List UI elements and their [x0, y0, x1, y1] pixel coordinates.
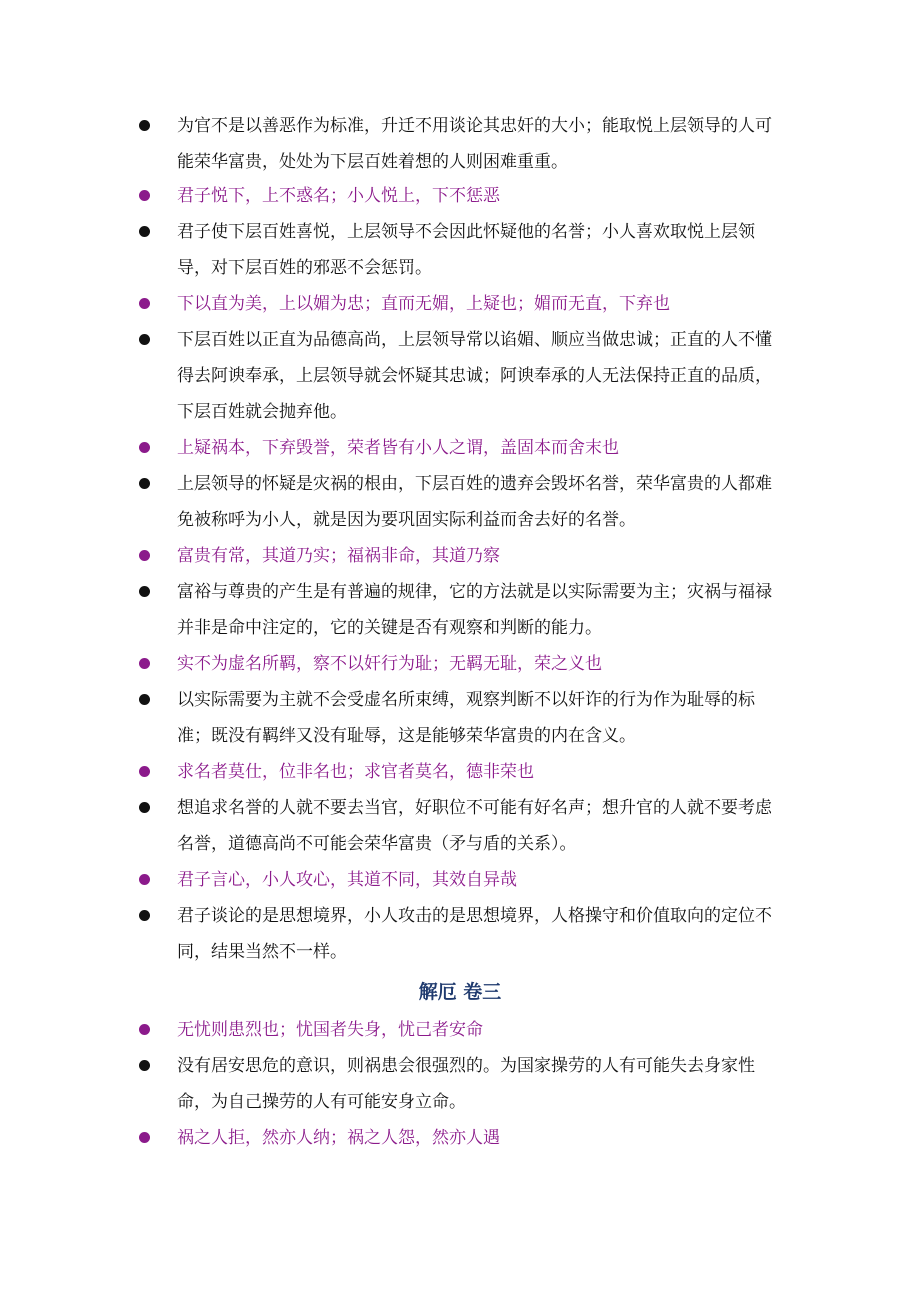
- explanation-text: 以实际需要为主就不会受虚名所束缚，观察判断不以奸诈的行为作为耻辱的标准；既没有羁绊又没有耻辱，这是能够荣华富贵的内在含义。: [177, 690, 755, 746]
- quote-text: 富贵有常，其道乃实；福祸非命，其道乃察: [177, 546, 500, 566]
- bullet-icon: [139, 442, 150, 453]
- bullet-icon: [139, 1060, 150, 1071]
- bullet-icon: [139, 120, 150, 131]
- explanation-text: 为官不是以善恶作为标准，升迁不用谈论其忠奸的大小；能取悦上层领导的人可能荣华富贵，处处为下层百姓着想的人则困难重重。: [177, 116, 772, 172]
- quote-text: 君子悦下，上不惑名；小人悦上，下不惩恶: [177, 186, 500, 206]
- quote-text: 求名者莫仕，位非名也；求官者莫名，德非荣也: [177, 762, 534, 782]
- explanation-text: 富裕与尊贵的产生是有普遍的规律，它的方法就是以实际需要为主；灾祸与福禄并非是命中注定的，它的关键是否有观察和判断的能力。: [177, 582, 772, 638]
- bullet-icon: [139, 1024, 150, 1035]
- quote-text: 下以直为美，上以媚为忠；直而无媚，上疑也；媚而无直，下弃也: [177, 294, 670, 314]
- section-heading: 解厄 卷三: [418, 981, 502, 1003]
- explanation-text: 君子使下层百姓喜悦，上层领导不会因此怀疑他的名誉；小人喜欢取悦上层领导，对下层百姓的邪恶不会惩罚。: [177, 222, 755, 278]
- bullet-icon: [139, 658, 150, 669]
- bullet-icon: [139, 1132, 150, 1143]
- quote-text: 实不为虚名所羁，察不以奸行为耻；无羁无耻，荣之义也: [177, 654, 602, 674]
- bullet-icon: [139, 586, 150, 597]
- bullet-icon: [139, 190, 150, 201]
- explanation-text: 君子谈论的是思想境界，小人攻击的是思想境界，人格操守和价值取向的定位不同，结果当然不一样。: [177, 906, 772, 962]
- bullet-icon: [139, 910, 150, 921]
- explanation-text: 想追求名誉的人就不要去当官，好职位不可能有好名声；想升官的人就不要考虑名誉，道德高尚不可能会荣华富贵（矛与盾的关系）。: [177, 798, 772, 854]
- quote-text: 上疑祸本，下弃毁誉，荣者皆有小人之谓，盖固本而舍末也: [177, 438, 619, 458]
- bullet-icon: [139, 874, 150, 885]
- quote-text: 祸之人拒，然亦人纳；祸之人怨，然亦人遇: [177, 1128, 500, 1148]
- explanation-text: 没有居安思危的意识，则祸患会很强烈的。为国家操劳的人有可能失去身家性命，为自己操劳的人有可能安身立命。: [177, 1056, 755, 1112]
- bullet-icon: [139, 298, 150, 309]
- bullet-icon: [139, 478, 150, 489]
- explanation-text: 上层领导的怀疑是灾祸的根由，下层百姓的遗弃会毁坏名誉，荣华富贵的人都难免被称呼为小人，就是因为要巩固实际利益而舍去好的名誉。: [177, 474, 772, 530]
- bullet-icon: [139, 550, 150, 561]
- explanation-text: 下层百姓以正直为品德高尚，上层领导常以谄媚、顺应当做忠诚；正直的人不懂得去阿谀奉承，上层领导就会怀疑其忠诚；阿谀奉承的人无法保持正直的品质，下层百姓就会抛弃他。: [177, 330, 772, 422]
- bullet-icon: [139, 334, 150, 345]
- bullet-icon: [139, 226, 150, 237]
- quote-text: 君子言心，小人攻心，其道不同，其效自异哉: [177, 870, 517, 890]
- quote-text: 无忧则患烈也；忧国者失身，忧己者安命: [177, 1020, 483, 1040]
- bullet-icon: [139, 694, 150, 705]
- bullet-icon: [139, 766, 150, 777]
- bullet-icon: [139, 802, 150, 813]
